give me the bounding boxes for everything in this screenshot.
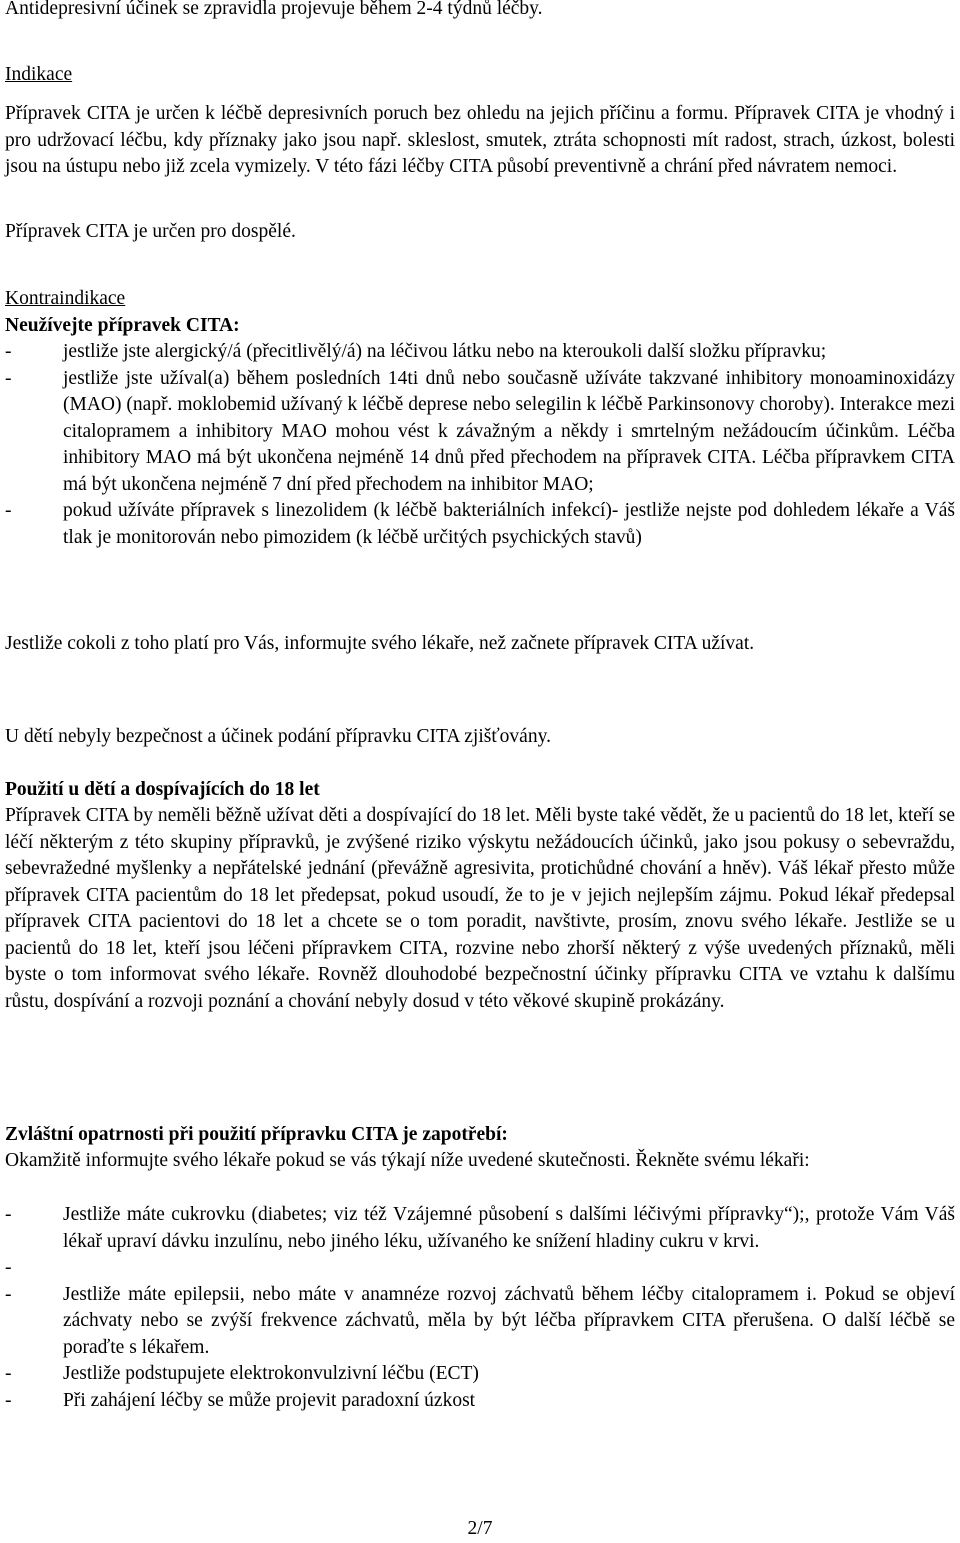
children-note: U dětí nebyly bezpečnost a účinek podání přípravku CITA zjišťovány. (5, 726, 551, 747)
list-item-text: Jestliže podstupujete elektrokonvulzivní léčbu (ECT) (63, 1363, 479, 1384)
bullet-dash: - (5, 1283, 12, 1305)
list-item-text (63, 1255, 955, 1282)
bullet-dash: - (5, 341, 12, 362)
list-item (5, 339, 955, 366)
bullet-dash: - (5, 367, 12, 389)
indikace-adults-note: Přípravek CITA je určen pro dospělé. (5, 221, 296, 242)
list-item-text: Při zahájení léčby se může projevit paradoxní úzkost (63, 1389, 476, 1411)
list-item (5, 366, 955, 499)
list-item-text: jestliže jste alergický/á (přecitlivělý/á) na léčivou látku nebo na kteroukoli další složku přípravku; (63, 341, 827, 362)
kontraindikace-list (5, 339, 955, 551)
list-item (5, 1255, 955, 1282)
kontraindikace-heading: Kontraindikace (5, 288, 126, 309)
top-note: Antidepresivní účinek se zpravidla projevuje během 2-4 týdnů léčby. (5, 0, 543, 19)
bullet-dash: - (5, 1389, 12, 1411)
list-item (5, 1361, 955, 1388)
list-item (5, 498, 955, 551)
zvlastni-list (5, 1202, 955, 1414)
bullet-dash: - (5, 1257, 12, 1278)
indikace-paragraph: Přípravek CITA je určen k léčbě depresivních poruch bez ohledu na jejich příčinu a formu. Přípravek CITA je vhodný i pro udržovací léčbu, kdy příznaky jako jsou např. skleslost, smutek, ztráta schopnosti mít radost, strach, úzkost, bolesti jsou na ústupu nebo již zcela vymizely. V této fázi léčby CITA působí preventivně a chrání před návratem nemoci. (5, 103, 955, 177)
list-item-text: pokud užíváte přípravek s linezolidem (k léčbě bakteriálních infekcí)- jestliže nejste pod dohledem lékaře a Váš tlak je monitorován nebo pimozidem (k léčbě určitých psychických stavů) (63, 500, 955, 548)
list-item (5, 1202, 955, 1255)
bullet-dash: - (5, 500, 12, 521)
bullet-dash: - (5, 1363, 12, 1384)
kontraindikace-closing: Jestliže cokoli z toho platí pro Vás, informujte svého lékaře, než začnete přípravek CITA užívat. (5, 633, 755, 654)
page-number: 2/7 (467, 1518, 493, 1539)
list-item-text: Jestliže máte epilepsii, nebo máte v anamnéze rozvoj záchvatů během léčby citalopramem i. Pokud se objeví záchvaty nebo se zvýší frekvence záchvatů, měla by být léčba přípravkem CITA přerušena. O další léčbě se poraďte s lékařem. (63, 1283, 955, 1358)
pouziti-heading: Použití u dětí a dospívajících do 18 let (5, 779, 320, 800)
list-item (5, 1282, 955, 1362)
list-item-text: jestliže jste užíval(a) během posledních 14ti dnů nebo současně užíváte takzvané inhibitory monoaminoxidázy (MAO) (např. moklobemid užívaný k léčbě deprese nebo selegilin k léčbě Parkinsonovy choroby). Interakce mezi citalopramem a inhibitory MAO mohou vést k závažným a někdy i smrtelným nežádoucím účinkům. Léčba inhibitory MAO má být ukončena nejméně 14 dnů před přechodem na přípravek CITA. Léčba přípravkem CITA má být ukončena nejméně 7 dní před přechodem na inhibitor MAO; (63, 367, 955, 495)
pouziti-paragraph: Přípravek CITA by neměli běžně užívat děti a dospívající do 18 let. Měli byste také vědět, že u pacientů do 18 let, kteří se léčí některým z této skupiny přípravků, je zvýšené riziko výskytu nežádoucích účinků, jako jsou pokusy o sebevraždu, sebevražedné myšlenky a nepřátelské jednání (převážně agresivita, protichůdné chování a hněv). Váš lékař přesto může přípravek CITA pacientům do 18 let předepsat, pokud usoudí, že to je v jejich nejlepším zájmu. Pokud lékař předepsal přípravek CITA pacientovi do 18 let a chcete se o tom poradit, navštivte, prosím, znovu svého lékaře. Jestliže se u pacientů do 18 let, kteří jsou léčeni přípravkem CITA, rozvine nebo zhorší některý z výše uvedených příznaků, měli byste o tom informovat svého lékaře. Rovněž dlouhodobé bezpečnostní účinky přípravku CITA ve vztahu k dalšímu růstu, dospívání a rozvoji poznání a chování nebyly dosud v této věkové skupině prokázány. (5, 805, 955, 1012)
bullet-dash: - (5, 1204, 12, 1225)
zvlastni-heading: Zvláštní opatrnosti při použití přípravku CITA je zapotřebí: (5, 1124, 508, 1145)
zvlastni-intro: Okamžitě informujte svého lékaře pokud se vás týkají níže uvedené skutečnosti. Řekněte svému lékaři: (5, 1150, 810, 1171)
list-item-text: Jestliže máte cukrovku (diabetes; viz též Vzájemné působení s dalšími léčivými přípravky“);, protože Vám Váš lékař upraví dávku inzulínu, nebo jiného léku, užívaného ke snížení hladiny cukru v krvi. (63, 1204, 955, 1252)
kontraindikace-subheading: Neužívejte přípravek CITA: (5, 315, 240, 336)
list-item (5, 1388, 955, 1415)
indikace-heading: Indikace (5, 64, 73, 85)
